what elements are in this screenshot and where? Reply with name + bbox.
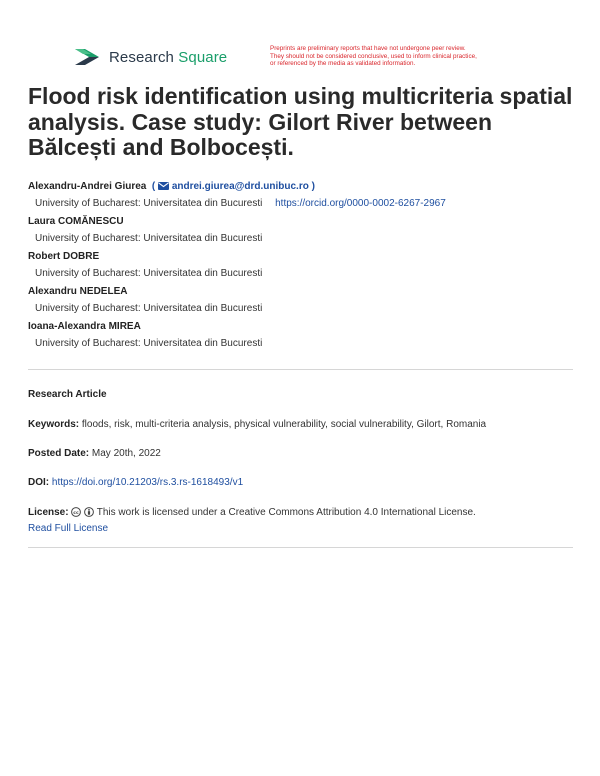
author-name: Alexandru NEDELEA bbox=[28, 286, 128, 297]
article-type bbox=[28, 388, 578, 402]
divider-top bbox=[28, 369, 573, 370]
doi-label: DOI: bbox=[28, 477, 50, 488]
author-name: Robert DOBRE bbox=[28, 251, 100, 262]
divider-bottom bbox=[28, 547, 573, 548]
author-affiliation bbox=[35, 198, 578, 216]
posted-date-row bbox=[28, 447, 578, 461]
email-link[interactable]: andrei.giurea@drd.unibuc.ro bbox=[171, 181, 309, 192]
email-close-paren: ) bbox=[311, 181, 315, 192]
posted-date-value: May 20th, 2022 bbox=[91, 448, 161, 459]
author-affiliation: University of Bucharest: Universitatea din Bucuresti bbox=[35, 267, 263, 279]
svg-text:cc: cc bbox=[73, 510, 80, 516]
logo-word-research: Research bbox=[109, 48, 174, 66]
author-name bbox=[28, 180, 578, 198]
author-1-name: Alexandru-Andrei Giurea bbox=[28, 181, 147, 192]
disclaimer-line-2: They should not be considered conclusive, used to inform clinical practice, bbox=[270, 52, 477, 60]
disclaimer-line-3: or referenced by the media as validated information. bbox=[270, 60, 416, 68]
author-name: Ioana-Alexandra MIREA bbox=[28, 321, 141, 332]
logo-text bbox=[109, 49, 227, 66]
disclaimer-line-1: Preprints are preliminary reports that have not undergone peer review. bbox=[270, 45, 466, 52]
keywords-row bbox=[28, 418, 578, 432]
author-1-affiliation: University of Bucharest: Universitatea din Bucuresti bbox=[35, 197, 263, 209]
license-row bbox=[28, 506, 578, 536]
orcid-link[interactable]: https://orcid.org/0000-0002-6267-2967 bbox=[275, 197, 446, 209]
creative-commons-icon bbox=[71, 507, 81, 517]
doi-row bbox=[28, 476, 578, 490]
author-email[interactable] bbox=[149, 181, 315, 192]
article-type-label: Research Article bbox=[28, 389, 107, 400]
email-open-paren: ( bbox=[151, 181, 156, 192]
research-square-logo-icon bbox=[73, 46, 101, 68]
research-square-logo[interactable] bbox=[73, 46, 227, 68]
preprint-disclaimer bbox=[270, 45, 540, 68]
license-text: This work is licensed under a Creative Commons Attribution 4.0 International License. bbox=[96, 507, 476, 518]
logo-word-square: Square bbox=[178, 48, 228, 66]
author-affiliation: University of Bucharest: Universitatea din Bucuresti bbox=[35, 337, 263, 349]
author-list bbox=[28, 180, 578, 355]
attribution-icon bbox=[84, 507, 94, 517]
author-affiliation: University of Bucharest: Universitatea din Bucuresti bbox=[35, 232, 263, 244]
doi-link[interactable]: https://doi.org/10.21203/rs.3.rs-1618493/v1 bbox=[51, 477, 244, 488]
license-label: License: bbox=[28, 507, 69, 518]
read-full-license-link[interactable]: Read Full License bbox=[28, 523, 109, 534]
keywords-value: floods, risk, multi-criteria analysis, physical vulnerability, social vulnerability, Gilort, Romania bbox=[81, 419, 487, 430]
paper-title: Flood risk identification using multicriteria spatial analysis. Case study: Gilort River between Bălcești and Bolbocești. bbox=[28, 83, 573, 160]
author-name: Laura COMĂNESCU bbox=[28, 216, 124, 227]
keywords-label: Keywords: bbox=[28, 419, 80, 430]
author-affiliation: University of Bucharest: Universitatea din Bucuresti bbox=[35, 302, 263, 314]
envelope-icon bbox=[158, 182, 169, 190]
posted-date-label: Posted Date: bbox=[28, 448, 90, 459]
